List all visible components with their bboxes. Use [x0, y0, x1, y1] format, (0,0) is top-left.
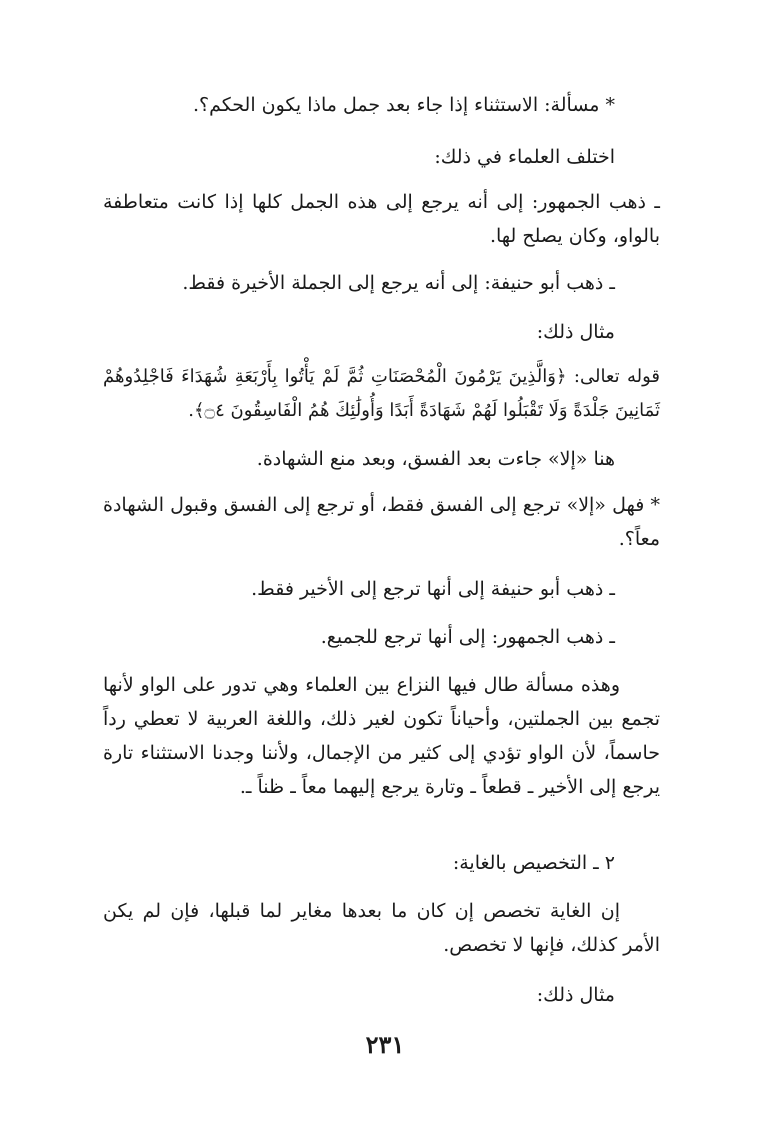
majority-view-2: ـ ذهب الجمهور: إلى أنها ترجع للجميع.: [320, 626, 615, 648]
abu-hanifa-view-2: ـ ذهب أبو حنيفة إلى أنها ترجع إلى الأخير فقط.: [251, 578, 615, 600]
verse-text: ﴿وَالَّذِينَ يَرْمُونَ الْمُحْصَنَاتِ ثُمَّ لَمْ يَأْتُوا بِأَرْبَعَةِ شُهَدَاءَ فَاجْلِدُوهُمْ ثَمَانِينَ جَلْدَةً وَلَا تَقْبَلُوا لَهُمْ شَهَادَةً أَبَدًا وَأُولَٰئِكَ هُمُ الْفَاسِقُونَ ۝٤﴾.: [103, 366, 660, 421]
verse-intro: قوله تعالى:: [573, 366, 660, 387]
abu-hanifa-view-1: ـ ذهب أبو حنيفة: إلى أنه يرجع إلى الجملة الأخيرة فقط.: [182, 272, 615, 294]
question-illa: * فهل «إلا» ترجع إلى الفسق فقط، أو ترجع إلى الفسق وقبول الشهادة معاً؟.: [103, 494, 660, 550]
ghaya-paragraph: إن الغاية تخصص إن كان ما بعدها مغاير لما قبلها، فإن لم يكن الأمر كذلك، فإنها لا تخصص.: [103, 900, 660, 956]
page-number: ٢٣١: [365, 1030, 405, 1059]
quran-verse: [103, 360, 660, 428]
here-illa: هنا «إلا» جاءت بعد الفسق، وبعد منع الشهادة.: [256, 448, 615, 470]
majority-view-1: ـ ذهب الجمهور: إلى أنه يرجع إلى هذه الجمل كلها إذا كانت متعاطفة بالواو، وكان يصلح لها.: [103, 191, 660, 247]
example-label-1: مثال ذلك:: [536, 321, 615, 343]
discussion-paragraph: وهذه مسألة طال فيها النزاع بين العلماء وهي تدور على الواو لأنها تجمع بين الجملتين، وأحياناً تكون لغير ذلك، واللغة العربية لا تعطي رداً حاسماً، لأن الواو تؤدي إلى كثير من الإجمال، ولأننا وجدنا الاستثناء تارة يرجع إلى الأخير ـ قطعاً ـ وتارة يرجع إليهما معاً ـ ظناً ـ.: [103, 674, 660, 798]
section-heading-ghaya: ٢ ـ التخصيص بالغاية:: [452, 852, 615, 874]
scholars-differed: اختلف العلماء في ذلك:: [434, 146, 615, 168]
question-issue: * مسألة: الاستثناء إذا جاء بعد جمل ماذا يكون الحكم؟.: [193, 94, 615, 116]
example-label-2: مثال ذلك:: [536, 984, 615, 1006]
